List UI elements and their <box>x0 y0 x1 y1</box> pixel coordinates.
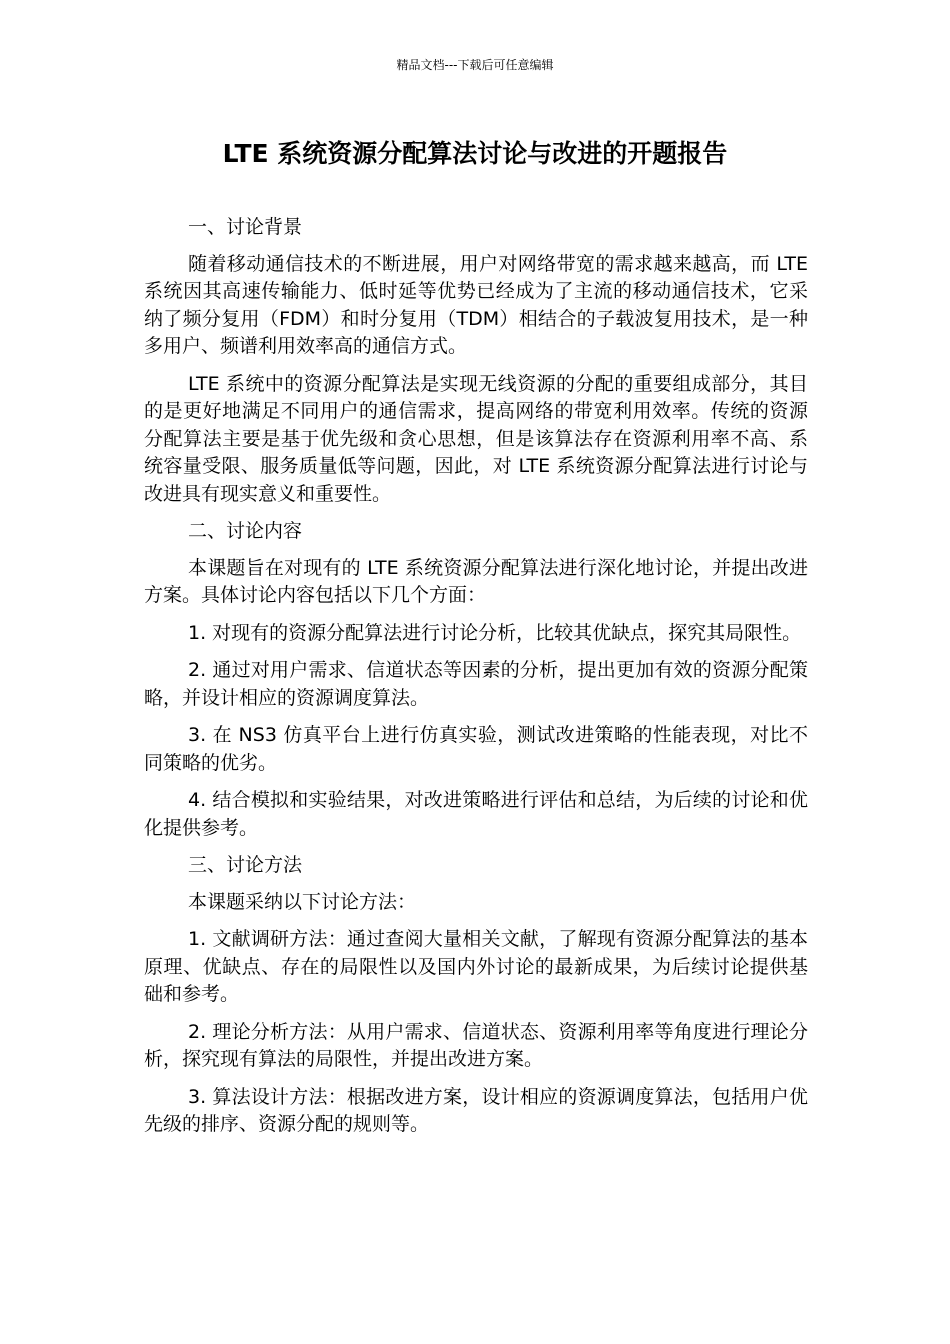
section-heading-background: 一、讨论背景 <box>188 216 303 238</box>
document-title: LTE 系统资源分配算法讨论与改进的开题报告 <box>222 139 728 168</box>
background-paragraph: 随着移动通信技术的不断进展，用户对网络带宽的需求越来越高，而 LTE 系统因其高速传输能力、低时延等优势已经成为了主流的移动通信技术，它采纳了频分复用（FDM）和时分复用（TDM）相结合的子载波复用技术，是一种多用户、频谱利用效率高的通信方式。 <box>144 252 808 357</box>
content-list-item: 1. 对现有的资源分配算法进行讨论分析，比较其优缺点，探究其局限性。 <box>188 621 802 644</box>
section-heading-content: 二、讨论内容 <box>188 520 303 542</box>
content-intro-paragraph: 本课题旨在对现有的 LTE 系统资源分配算法进行深化地讨论，并提出改进方案。具体讨论内容包括以下几个方面： <box>144 556 808 606</box>
methods-intro-paragraph: 本课题采纳以下讨论方法： <box>188 890 417 913</box>
methods-list-item: 2. 理论分析方法：从用户需求、信道状态、资源利用率等角度进行理论分析，探究现有算法的局限性，并提出改进方案。 <box>144 1020 808 1070</box>
section-heading-methods: 三、讨论方法 <box>188 854 303 876</box>
document-body <box>144 214 808 1149</box>
header-note: 精品文档---下载后可任意编辑 <box>396 58 554 72</box>
content-list-item: 2. 通过对用户需求、信道状态等因素的分析，提出更加有效的资源分配策略，并设计相应的资源调度算法。 <box>144 659 808 709</box>
methods-list-item: 1. 文献调研方法：通过查阅大量相关文献，了解现有资源分配算法的基本原理、优缺点、存在的局限性以及国内外讨论的最新成果，为后续讨论提供基础和参考。 <box>144 928 808 1005</box>
content-list-item: 4. 结合模拟和实验结果，对改进策略进行评估和总结，为后续的讨论和优化提供参考。 <box>144 789 808 839</box>
content-list-item: 3. 在 NS3 仿真平台上进行仿真实验，测试改进策略的性能表现，对比不同策略的优劣。 <box>144 724 808 774</box>
methods-list-item: 3. 算法设计方法：根据改进方案，设计相应的资源调度算法，包括用户优先级的排序、资源分配的规则等。 <box>144 1085 808 1135</box>
background-paragraph: LTE 系统中的资源分配算法是实现无线资源的分配的重要组成部分，其目的是更好地满足不同用户的通信需求，提高网络的带宽利用效率。传统的资源分配算法主要是基于优先级和贪心思想，但是该算法存在资源利用率不高、系统容量受限、服务质量低等问题，因此，对 LTE 系统资源分配算法进行讨论与改进具有现实意义和重要性。 <box>144 372 808 505</box>
